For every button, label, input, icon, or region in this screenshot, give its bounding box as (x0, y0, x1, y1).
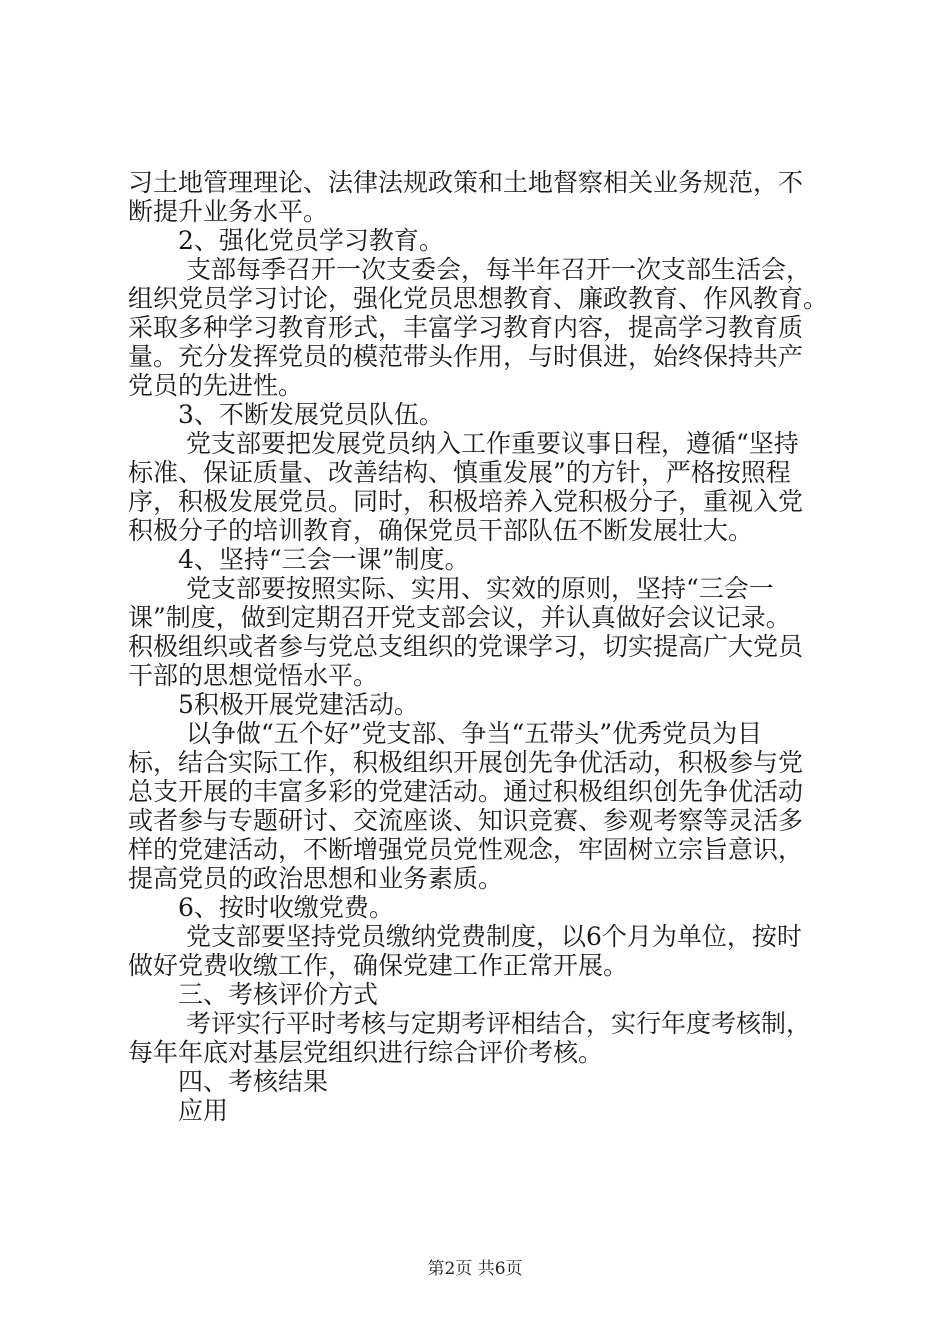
text-line: 标，结合实际工作，积极组织开展创先争优活动，积极参与党 (128, 748, 804, 777)
text-line: 习土地管理理论、法律法规政策和土地督察相关业务规范，不 (128, 168, 804, 197)
section-heading: 5积极开展党建活动。 (128, 690, 419, 719)
text-line: 序，积极发展党员。同时，积极培养入党积极分子，重视入党 (128, 487, 804, 516)
text-line: 量。充分发挥党员的模范带头作用，与时俱进，始终保持共产 (128, 342, 804, 371)
text-line: 做好党费收缴工作，确保党建工作正常开展。 (128, 951, 629, 980)
text-line: 标准、保证质量、改善结构、慎重发展”的方针，严格按照程 (128, 458, 791, 487)
text-line: 党支部要把发展党员纳入工作重要议事日程，遵循“坚持 (128, 429, 799, 458)
text-line: 应用 (128, 1096, 229, 1125)
document-body (128, 168, 850, 1125)
text-line: 总支开展的丰富多彩的党建活动。通过积极组织创先争优活动 (128, 777, 804, 806)
section-heading: 6、按时收缴党费。 (128, 893, 394, 922)
section-heading: 三、考核评价方式 (128, 980, 379, 1009)
text-line: 党支部要按照实际、实用、实效的原则，坚持“三会一 (128, 574, 774, 603)
text-line: 党支部要坚持党员缴纳党费制度，以6个月为单位，按时 (128, 922, 802, 951)
section-heading: 4、坚持“三会一课”制度。 (128, 545, 470, 574)
text-line: 组织党员学习讨论，强化党员思想教育、廉政教育、作风教育。 (128, 284, 829, 313)
text-line: 积极组织或者参与党总支组织的党课学习，切实提高广大党员 (128, 632, 804, 661)
section-heading: 2、强化党员学习教育。 (128, 226, 444, 255)
page-number-footer: 第2页 共6页 (427, 1259, 523, 1279)
text-line: 断提升业务水平。 (128, 197, 329, 226)
text-line: 积极分子的培训教育，确保党员干部队伍不断发展壮大。 (128, 516, 754, 545)
text-line: 以争做“五个好”党支部、争当“五带头”优秀党员为目 (128, 719, 763, 748)
text-line: 采取多种学习教育形式，丰富学习教育内容，提高学习教育质 (128, 313, 804, 342)
text-line: 支部每季召开一次支委会，每半年召开一次支部生活会， (128, 255, 811, 284)
section-heading: 3、不断发展党员队伍。 (128, 400, 444, 429)
text-line: 每年年底对基层党组织进行综合评价考核。 (128, 1038, 604, 1067)
text-line: 样的党建活动，不断增强党员党性观念，牢固树立宗旨意识， (128, 835, 804, 864)
section-heading: 四、考核结果 (128, 1067, 329, 1096)
text-line: 党员的先进性。 (128, 371, 304, 400)
text-line: 考评实行平时考核与定期考评相结合，实行年度考核制， (128, 1009, 811, 1038)
text-line: 干部的思想觉悟水平。 (128, 661, 379, 690)
text-line: 课”制度，做到定期召开党支部会议，并认真做好会议记录。 (128, 603, 791, 632)
text-line: 或者参与专题研讨、交流座谈、知识竞赛、参观考察等灵活多 (128, 806, 804, 835)
text-line: 提高党员的政治思想和业务素质。 (128, 864, 504, 893)
